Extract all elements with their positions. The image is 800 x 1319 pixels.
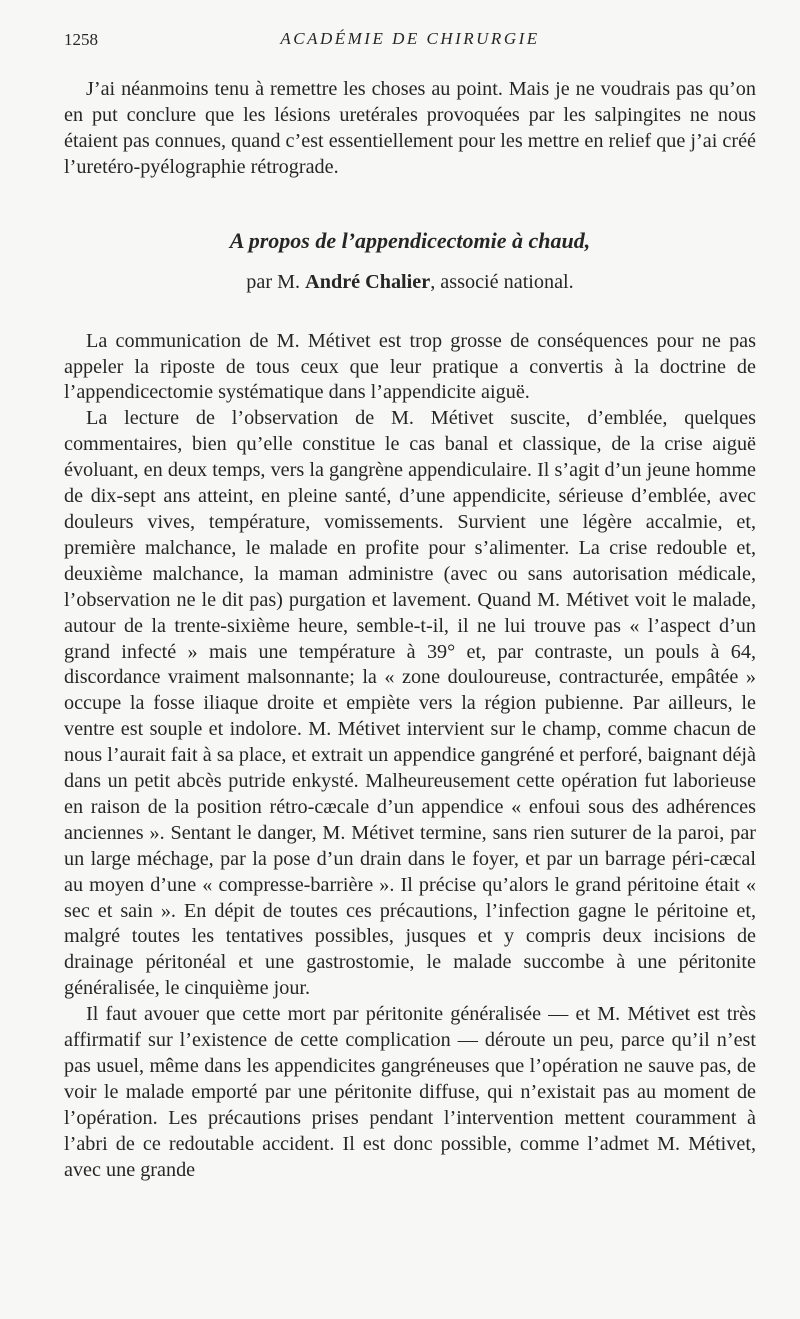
document-page	[64, 28, 756, 1184]
article-title: A propos de l’appendicectomie à chaud,	[229, 227, 591, 253]
byline	[64, 269, 756, 295]
running-head: ACADÉMIE DE CHIRURGIE	[280, 29, 540, 48]
body-paragraph-3: Il faut avouer que cette mort par péritonite généralisée — et M. Métivet est très affirmatif sur l’existence de cette complication — déroute un peu, parce qu’il n’est pas usuel, même dans les appendicites gangréneuses que l’opération ne sauve pas, de voir le malade emporté par une péritonite diffuse, qui n’existait pas au moment de l’opération. Les précautions prises pendant l’intervention mettent couramment à l’abri de ce redoutable accident. Il est donc possible, comme l’admet M. Métivet, avec une grande	[64, 1003, 756, 1181]
byline-prefix: par M.	[246, 270, 301, 293]
page-number: 1258	[64, 30, 98, 49]
body-paragraph-2: La lecture de l’observation de M. Métivet suscite, d’emblée, quelques commentaires, bien qu’elle constitue le cas banal et classique, de la crise aiguë évoluant, en deux temps, vers la gangrène appendiculaire. Il s’agit d’un jeune homme de dix-sept ans atteint, en pleine santé, d’une appendicite, sérieuse d’emblée, avec douleurs vives, température, vomissements. Survient une légère accalmie, et, première malchance, le malade en profite pour s’alimenter. La crise redouble et, deuxième malchance, la maman administre (avec ou sans autorisation médicale, l’observation ne le dit pas) purgation et lavement. Quand M. Métivet voit le malade, autour de la trente-sixième heure, semble-t-il, il ne lui trouve pas « l’aspect d’un grand infecté » mais une température à 39° et, par contraste, un pouls à 64, discordance vraiment malsonnante; la « zone douloureuse, contracturée, empâtée » occupe la fosse iliaque droite et empiète vers la région pubienne. Par ailleurs, le ventre est souple et indolore. M. Métivet intervient sur le champ, comme chacun de nous l’aurait fait à sa place, et extrait un appendice gangréné et perforé, baignant déjà dans un petit abcès putride enkysté. Malheureusement cette opération fut laborieuse en raison de la position rétro-cæcale d’un appendice « enfoui sous des adhérences anciennes ». Sentant le danger, M. Métivet termine, sans rien suturer de la paroi, par un large méchage, par la pose d’un drain dans le foyer, et par un barrage péri-cæcal au moyen d’une « compresse-barrière ». Il précise qu’alors le grand péritoine était « sec et sain ». En dépit de toutes ces précautions, l’infection gagne le péritoine et, malgré toutes les tentatives possibles, jusques et y compris deux incisions de drainage péritonéal et une gastrostomie, le malade succombe à une péritonite généralisée, le cinquième jour.	[64, 407, 756, 1000]
intro-paragraph: J’ai néanmoins tenu à remettre les choses au point. Mais je ne voudrais pas qu’on en put conclure que les lésions uretérales provoquées par les salpingites ne nous étaient pas connues, quand c’est essentiellement pour les mettre en relief que j’ai créé l’uretéro-pyélographie rétrograde.	[64, 78, 756, 178]
page-header	[64, 28, 756, 54]
body-paragraph-1: La communication de M. Métivet est trop grosse de conséquences pour ne pas appeler la riposte de tous ceux que leur pratique a convertis à la doctrine de l’appendicectomie systématique dans l’appendicite aiguë.	[64, 329, 756, 404]
author-name: André Chalier	[305, 270, 431, 293]
byline-suffix: , associé national.	[430, 270, 574, 293]
